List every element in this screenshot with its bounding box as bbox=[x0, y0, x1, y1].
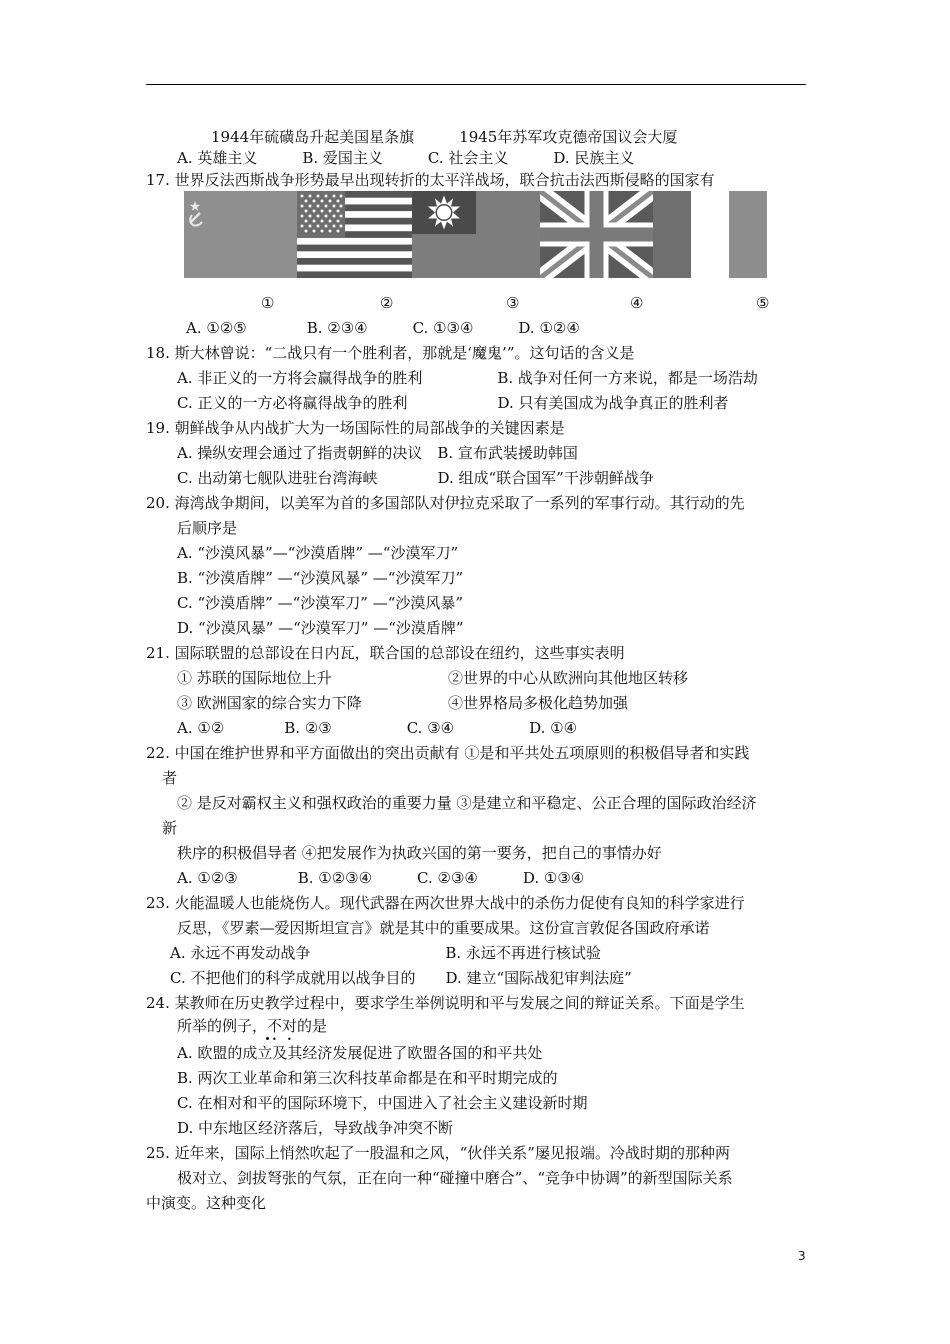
q24-option-d: D. 中东地区经济落后，导致战争冲突不断 bbox=[177, 1119, 454, 1137]
q21-options: A. ①② B. ②③ C. ③④ D. ①④ bbox=[177, 719, 578, 737]
q21-item-3: ③ 欧洲国家的综合实力下降 bbox=[177, 694, 362, 712]
q19-options-row2: C. 出动第七舰队进驻台湾海峡 D. 组成“联合国军”干涉朝鲜战争 bbox=[177, 469, 654, 487]
q23-line-1: 23. 火能温暖人也能烧伤人。现代武器在两次世界大战中的杀伤力促使有良知的科学家进行 bbox=[146, 894, 745, 912]
q18-options-row2: C. 正义的一方必将赢得战争的胜利 D. 只有美国成为战争真正的胜利者 bbox=[177, 394, 729, 412]
q24-line-2-pre: 所举的例子， bbox=[177, 1017, 268, 1035]
flag-label-5: ⑤ bbox=[756, 294, 770, 312]
q25-line-3: 中演变。这种变化 bbox=[146, 1194, 267, 1212]
q24-line-1: 24. 某教师在历史教学过程中，要求学生举例说明和平与发展之间的辩证关系。下面是学生 bbox=[146, 994, 745, 1012]
q20-stem: 20. 海湾战争期间，以美军为首的多国部队对伊拉克采取了一系列的军事行动。其行动的先 bbox=[146, 494, 745, 512]
q18-stem: 18. 斯大林曾说：“二战只有一个胜利者，那就是‘魔鬼’”。这句话的含义是 bbox=[146, 344, 635, 362]
q17-options: A. ①②⑤ B. ②③④ C. ①③④ D. ①②④ bbox=[186, 319, 580, 337]
q22-line-5: 秩序的积极倡导者 ④把发展作为执政兴国的第一要务，把自己的事情办好 bbox=[177, 844, 662, 862]
flag-label-2: ② bbox=[380, 294, 394, 312]
q20-option-d: D. “沙漠风暴” —“沙漠军刀” —“沙漠盾牌” bbox=[177, 619, 464, 637]
q22-line-3: ② 是反对霸权主义和强权政治的重要力量 ③是建立和平稳定、公正合理的国际政治经济 bbox=[177, 794, 757, 812]
q22-options: A. ①②③ B. ①②③④ C. ②③④ D. ①③④ bbox=[177, 869, 585, 887]
q24-emphasis-text: 不对 bbox=[267, 1017, 298, 1035]
roc-flag bbox=[412, 191, 540, 278]
flag-label-1: ① bbox=[261, 294, 275, 312]
q23-options-row2: C. 不把他们的科学成就用以战争目的 D. 建立“国际战犯审判法庭” bbox=[170, 969, 632, 987]
q24-line-2-post: 的是 bbox=[297, 1017, 328, 1035]
q21-item-1: ① 苏联的国际地位上升 bbox=[177, 669, 332, 687]
italy-flag bbox=[653, 191, 767, 278]
q24-option-c: C. 在相对和平的国际环境下，中国进入了社会主义建设新时期 bbox=[177, 1094, 588, 1112]
q20-option-c: C. “沙漠盾牌” —“沙漠军刀” —“沙漠风暴” bbox=[177, 594, 464, 612]
usa-flag bbox=[297, 191, 412, 278]
flag-label-3: ③ bbox=[506, 294, 520, 312]
q16-photo-captions: 1944年硫磺岛升起美国星条旗 1945年苏军攻克德帝国议会大厦 bbox=[211, 128, 678, 146]
q23-line-2: 反思，《罗素—爱因斯坦宣言》就是其中的重要成果。这份宣言敦促各国政府承诺 bbox=[177, 919, 710, 937]
q21-stem: 21. 国际联盟的总部设在日内瓦，联合国的总部设在纽约，这些事实表明 bbox=[146, 644, 625, 662]
q19-options-row1: A. 操纵安理会通过了指责朝鲜的决议 B. 宣布武装援助韩国 bbox=[177, 444, 578, 462]
q24-line-2 bbox=[177, 1017, 327, 1044]
q22-line-4: 新 bbox=[162, 819, 178, 837]
q20-stem-cont: 后顺序是 bbox=[177, 519, 238, 537]
q20-option-a: A. “沙漠风暴”—“沙漠盾牌” —“沙漠军刀” bbox=[177, 544, 459, 562]
q25-line-1: 25. 近年来，国际上悄然吹起了一股温和之风，“伙伴关系”屡见报端。冷战时期的那种两 bbox=[146, 1144, 730, 1162]
q23-options-row1: A. 永远不再发动战争 B. 永远不再进行核试验 bbox=[170, 944, 601, 962]
q25-line-2: 极对立、剑拔弩张的气氛，正在向一种“碰撞中磨合”、“竞争中协调”的新型国际关系 bbox=[177, 1169, 733, 1187]
q20-option-b: B. “沙漠盾牌” —“沙漠风暴” —“沙漠军刀” bbox=[177, 569, 464, 587]
q24-option-a: A. 欧盟的成立及其经济发展促进了欧盟各国的和平共处 bbox=[177, 1044, 543, 1062]
q24-option-b: B. 两次工业革命和第三次科技革命都是在和平时期完成的 bbox=[177, 1069, 558, 1087]
q17-flags bbox=[184, 191, 767, 278]
flag-label-4: ④ bbox=[630, 294, 644, 312]
uk-flag bbox=[540, 191, 653, 278]
q22-line-2: 者 bbox=[162, 769, 178, 787]
q21-item-4: ④世界格局多极化趋势加强 bbox=[448, 694, 629, 712]
header-rule bbox=[146, 84, 806, 85]
q18-options-row1: A. 非正义的一方将会赢得战争的胜利 B. 战争对任何一方来说，都是一场浩劫 bbox=[177, 369, 758, 387]
q19-stem: 19. 朝鲜战争从内战扩大为一场国际性的局部战争的关键因素是 bbox=[146, 419, 565, 437]
q21-item-2: ②世界的中心从欧洲向其他地区转移 bbox=[448, 669, 689, 687]
q16-options: A. 英雄主义 B. 爱国主义 C. 社会主义 D. 民族主义 bbox=[177, 149, 635, 167]
soviet-flag bbox=[184, 191, 297, 278]
q17-stem: 17. 世界反法西斯战争形势最早出现转折的太平洋战场，联合抗击法西斯侵略的国家有 bbox=[146, 171, 715, 189]
page-number: 3 bbox=[798, 1249, 806, 1263]
q22-line-1: 22. 中国在维护世界和平方面做出的突出贡献有 ①是和平共处五项原则的积极倡导者和实践 bbox=[146, 744, 750, 762]
